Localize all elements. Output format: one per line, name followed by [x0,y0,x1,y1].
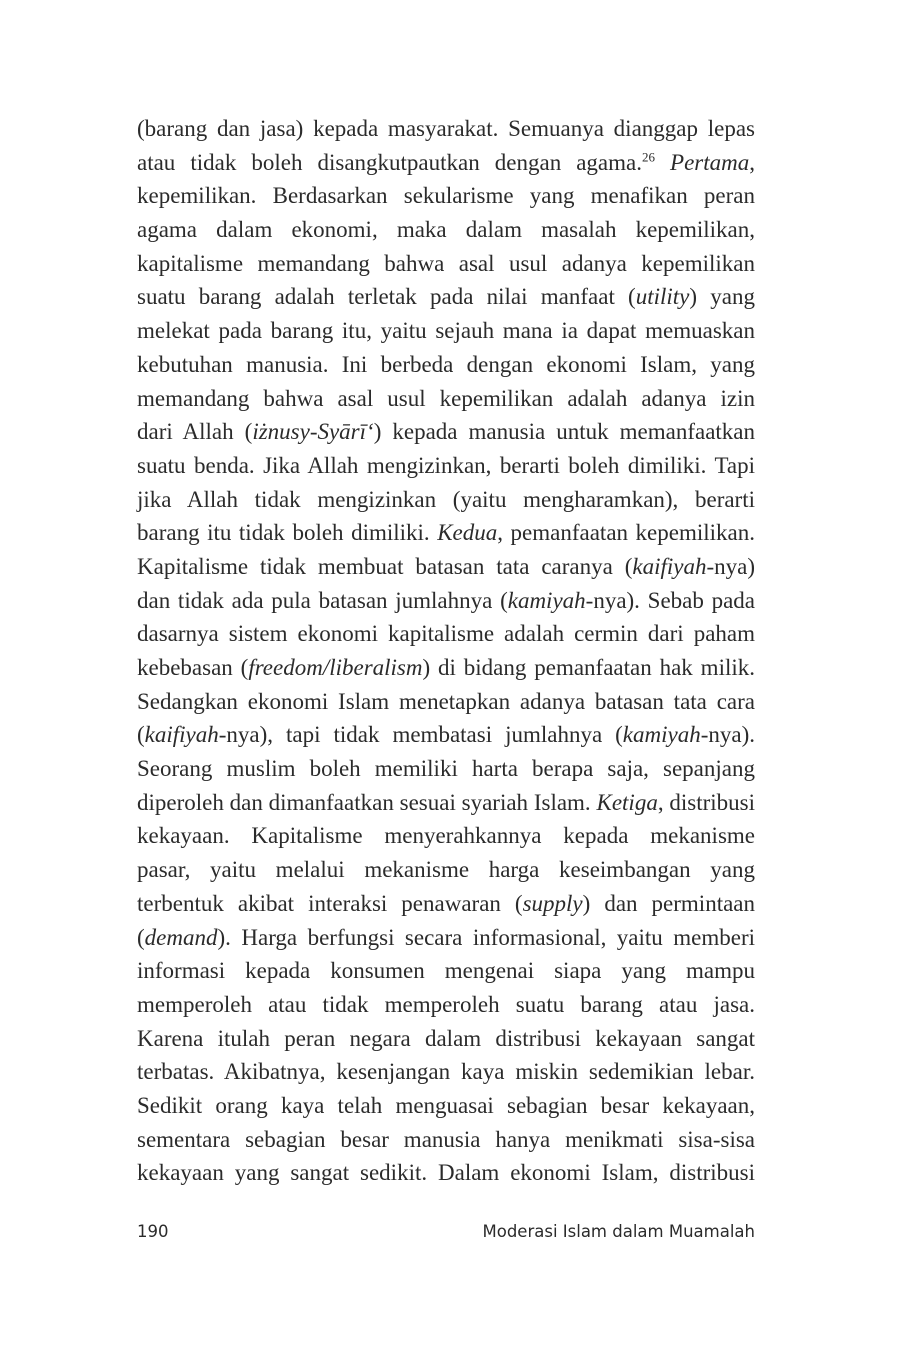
text-run: Karena itulah peran negara dalam distribusi kekayaan sangat [137,1025,755,1051]
text-run: kebebasan ( [137,655,249,680]
text-run: kebutuhan manusia. Ini berbeda dengan ekonomi Islam, yang [137,351,755,377]
text-line [137,617,755,651]
text-run: barang itu tidak boleh dimiliki. [137,520,438,546]
text-line [137,516,755,550]
text-run: -nya). Sebab pada [585,587,755,613]
text-line [137,382,755,416]
text-line [137,786,755,820]
text-run: Kapitalisme tidak membuat batasan tata caranya ( [137,553,633,579]
text-line [137,988,755,1022]
text-line [137,718,755,752]
page-footer [137,1222,755,1248]
text-run: ). Harga berfungsi secara informasional, yaitu memberi [217,924,755,950]
text-line [137,314,755,348]
text-run: dasarnya sistem ekonomi kapitalisme adalah cermin dari paham [137,621,755,647]
text-run: ( [137,924,145,950]
text-line [137,685,755,719]
italic-term: demand [144,924,218,950]
italic-term: kaifiyah [632,553,707,579]
text-line [137,1022,755,1056]
italic-term: Kedua [437,520,498,546]
italic-term: Pertama [670,149,750,175]
text-run: dan tidak ada pula batasan jumlahnya ( [137,587,508,613]
text-run: sementara sebagian besar manusia hanya menikmati sisa-sisa [137,1126,755,1152]
italic-term: kaifiyah [144,722,219,748]
text-line [137,1089,755,1123]
text-run: informasi kepada konsumen mengenai siapa yang mampu [137,958,755,984]
text-run: , [749,149,756,175]
italic-term: kamiyah [507,587,586,613]
text-line [137,550,755,584]
text-line [137,146,755,180]
text-line [137,819,755,853]
text-line [137,853,755,887]
text-line [137,752,755,786]
text-run: (barang dan jasa) kepada masyarakat. Semuanya dianggap lepas [137,116,755,141]
text-line [137,1123,755,1157]
italic-term: kamiyah [622,722,701,748]
text-run: , distribusi [657,789,755,815]
text-line [137,280,755,314]
body-text [137,112,755,1190]
text-run: atau tidak boleh disangkutpautkan dengan agama. [137,149,642,175]
text-line [137,449,755,483]
text-run: ( [137,722,145,748]
text-run: kapitalisme memandang bahwa asal usul adanya kepemilikan [137,250,755,276]
text-line [137,921,755,955]
text-run: Sedikit orang kaya telah menguasai sebagian besar kekayaan, [137,1092,755,1118]
text-run: terbatas. Akibatnya, kesenjangan kaya miskin sedemikian lebar. [137,1059,755,1085]
italic-term: freedom/liberalism [248,655,423,680]
text-run: pasar, yaitu melalui mekanisme harga keseimbangan yang [137,857,755,883]
text-line [137,1156,755,1190]
text-line [137,887,755,921]
text-run: -nya), tapi tidak membatasi jumlahnya ( [218,722,623,748]
page-number: 190 [137,1222,169,1241]
text-run: ) dan permintaan [582,890,755,916]
text-run: kepemilikan. Berdasarkan sekularisme yang menafikan peran [137,183,755,209]
text-run: kekayaan. Kapitalisme menyerahkannya kepada mekanisme [137,823,755,849]
running-title: Moderasi Islam dalam Muamalah [482,1222,755,1241]
text-run: terbentuk akibat interaksi penawaran ( [137,890,523,916]
text-run: diperoleh dan dimanfaatkan sesuai syariah Islam. [137,789,597,815]
text-run: , pemanfaatan kepemilikan. [497,520,755,546]
text-run: Sedangkan ekonomi Islam menetapkan adanya batasan tata cara [137,688,755,714]
text-run: suatu benda. Jika Allah mengizinkan, berarti boleh dimiliki. Tapi [137,452,755,478]
footnote-ref: 26 [642,149,655,165]
text-line [137,179,755,213]
italic-term: Ketiga [596,789,658,815]
text-run: -nya) [706,553,755,579]
text-run: ) yang [689,284,755,310]
italic-term: iżnusy-Syārī‘ [252,419,374,445]
text-run: memperoleh atau tidak memperoleh suatu barang atau jasa. [137,991,755,1017]
text-line [137,213,755,247]
text-line [137,651,755,685]
text-run: jika Allah tidak mengizinkan (yaitu mengharamkan), berarti [137,486,755,512]
text-run: kekayaan yang sangat sedikit. Dalam ekonomi Islam, distribusi [137,1160,755,1186]
text-line [137,483,755,517]
text-run: -nya). [700,722,755,748]
text-line [137,954,755,988]
text-run: melekat pada barang itu, yaitu sejauh mana ia dapat memuaskan [137,318,755,344]
text-line [137,1055,755,1089]
text-run: dari Allah ( [137,419,253,445]
text-line [137,415,755,449]
text-run: memandang bahwa asal usul kepemilikan adalah adanya izin [137,385,755,411]
text-run: ) di bidang pemanfaatan hak milik. [422,655,755,680]
italic-term: utility [635,284,690,310]
text-line [137,584,755,618]
text-run: Seorang muslim boleh memiliki harta berapa saja, sepanjang [137,756,755,782]
text-run [655,150,670,175]
text-run: suatu barang adalah terletak pada nilai manfaat ( [137,284,636,310]
text-line [137,348,755,382]
text-run: agama dalam ekonomi, maka dalam masalah kepemilikan, [137,217,755,243]
italic-term: supply [522,890,583,916]
text-run: ) kepada manusia untuk memanfaatkan [373,419,755,445]
text-line [137,112,755,146]
text-line [137,247,755,281]
